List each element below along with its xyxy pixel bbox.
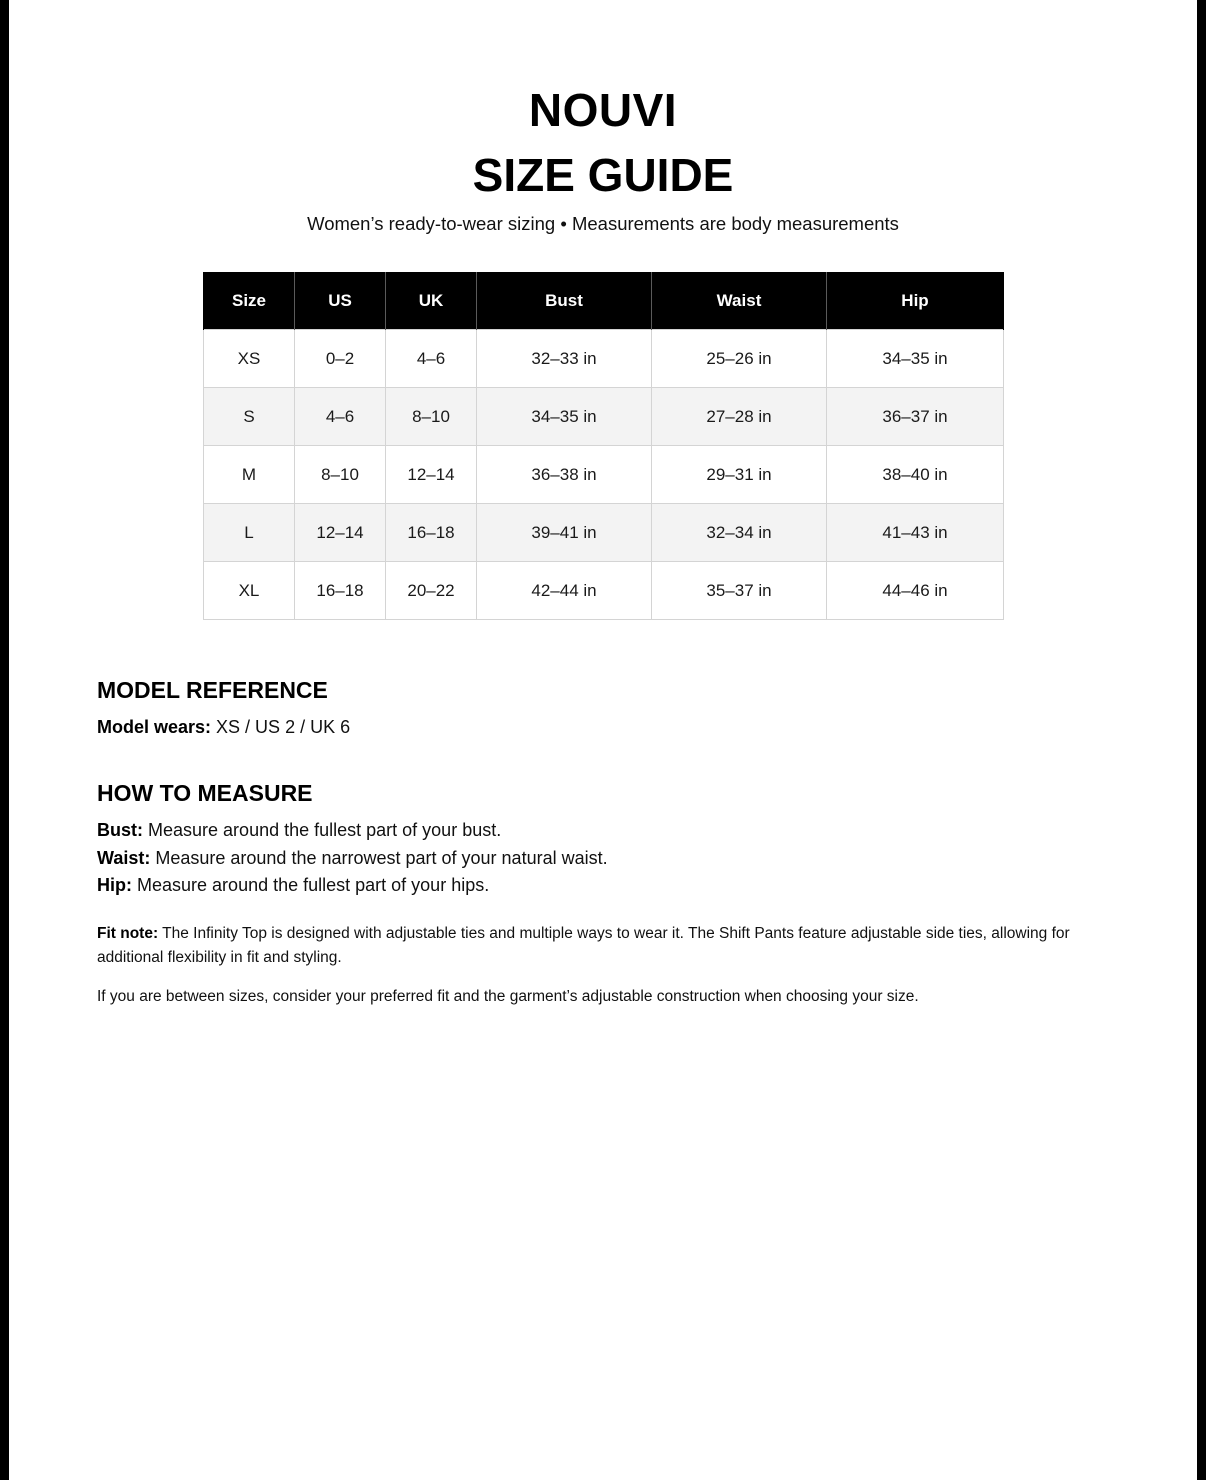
measure-text-hip: Measure around the fullest part of your hips.: [137, 875, 490, 895]
measure-item-waist: [97, 846, 608, 870]
model-wears-label: Model wears:: [97, 717, 212, 737]
cell-hip: 34–35 in: [827, 330, 1004, 388]
cell-hip: 41–43 in: [827, 504, 1004, 562]
column-header-size: Size: [204, 272, 295, 330]
cell-uk: 12–14: [386, 446, 477, 504]
page-title: SIZE GUIDE: [472, 149, 734, 201]
measure-text-bust: Measure around the fullest part of your bust.: [148, 820, 502, 840]
cell-bust: 39–41 in: [477, 504, 652, 562]
cell-waist: 35–37 in: [652, 562, 827, 620]
cell-uk: 16–18: [386, 504, 477, 562]
column-header-uk: UK: [386, 272, 477, 330]
cell-size: XL: [204, 562, 295, 620]
column-header-hip: Hip: [827, 272, 1004, 330]
table-row: [204, 330, 1004, 388]
cell-waist: 25–26 in: [652, 330, 827, 388]
measure-label-bust: Bust:: [97, 820, 143, 840]
column-header-bust: Bust: [477, 272, 652, 330]
table-header-row: [204, 272, 1004, 330]
cell-us: 0–2: [295, 330, 386, 388]
cell-waist: 29–31 in: [652, 446, 827, 504]
model-reference-heading: MODEL REFERENCE: [97, 677, 328, 703]
measure-text-waist: Measure around the narrowest part of your natural waist.: [155, 848, 608, 868]
cell-waist: 27–28 in: [652, 388, 827, 446]
page-subtitle: Women’s ready-to-wear sizing • Measurements are body measurements: [307, 213, 899, 234]
cell-size: XS: [204, 330, 295, 388]
cell-size: M: [204, 446, 295, 504]
cell-hip: 44–46 in: [827, 562, 1004, 620]
cell-hip: 38–40 in: [827, 446, 1004, 504]
cell-bust: 32–33 in: [477, 330, 652, 388]
cell-us: 8–10: [295, 446, 386, 504]
cell-us: 16–18: [295, 562, 386, 620]
column-header-us: US: [295, 272, 386, 330]
measure-item-bust: [97, 818, 501, 842]
model-wears-line: [97, 715, 350, 739]
cell-us: 12–14: [295, 504, 386, 562]
measure-label-waist: Waist:: [97, 848, 151, 868]
cell-waist: 32–34 in: [652, 504, 827, 562]
measure-item-hip: [97, 873, 489, 897]
cell-hip: 36–37 in: [827, 388, 1004, 446]
cell-uk: 8–10: [386, 388, 477, 446]
table-row: [204, 446, 1004, 504]
fit-note-text: The Infinity Top is designed with adjustable ties and multiple ways to wear it. The Shift Pants feature adjustable side ties, allowing for additional flexibility in fit and styling.: [97, 925, 1070, 966]
cell-bust: 34–35 in: [477, 388, 652, 446]
table-row: [204, 388, 1004, 446]
fit-note-label: Fit note:: [97, 925, 159, 942]
cell-size: S: [204, 388, 295, 446]
cell-bust: 36–38 in: [477, 446, 652, 504]
measure-label-hip: Hip:: [97, 875, 132, 895]
size-chart-table: [203, 272, 1004, 620]
cell-size: L: [204, 504, 295, 562]
fit-note: [97, 922, 1127, 970]
column-header-waist: Waist: [652, 272, 827, 330]
cell-uk: 4–6: [386, 330, 477, 388]
table-row: [204, 504, 1004, 562]
cell-us: 4–6: [295, 388, 386, 446]
brand-name: NOUVI: [528, 84, 678, 136]
between-sizes-note: If you are between sizes, consider your preferred fit and the garment’s adjustable construction when choosing your size.: [97, 988, 919, 1005]
size-guide-page: [9, 0, 1197, 1480]
cell-bust: 42–44 in: [477, 562, 652, 620]
model-wears-value: XS / US 2 / UK 6: [216, 717, 351, 737]
table-row: [204, 562, 1004, 620]
cell-uk: 20–22: [386, 562, 477, 620]
how-to-measure-heading: HOW TO MEASURE: [97, 780, 313, 806]
